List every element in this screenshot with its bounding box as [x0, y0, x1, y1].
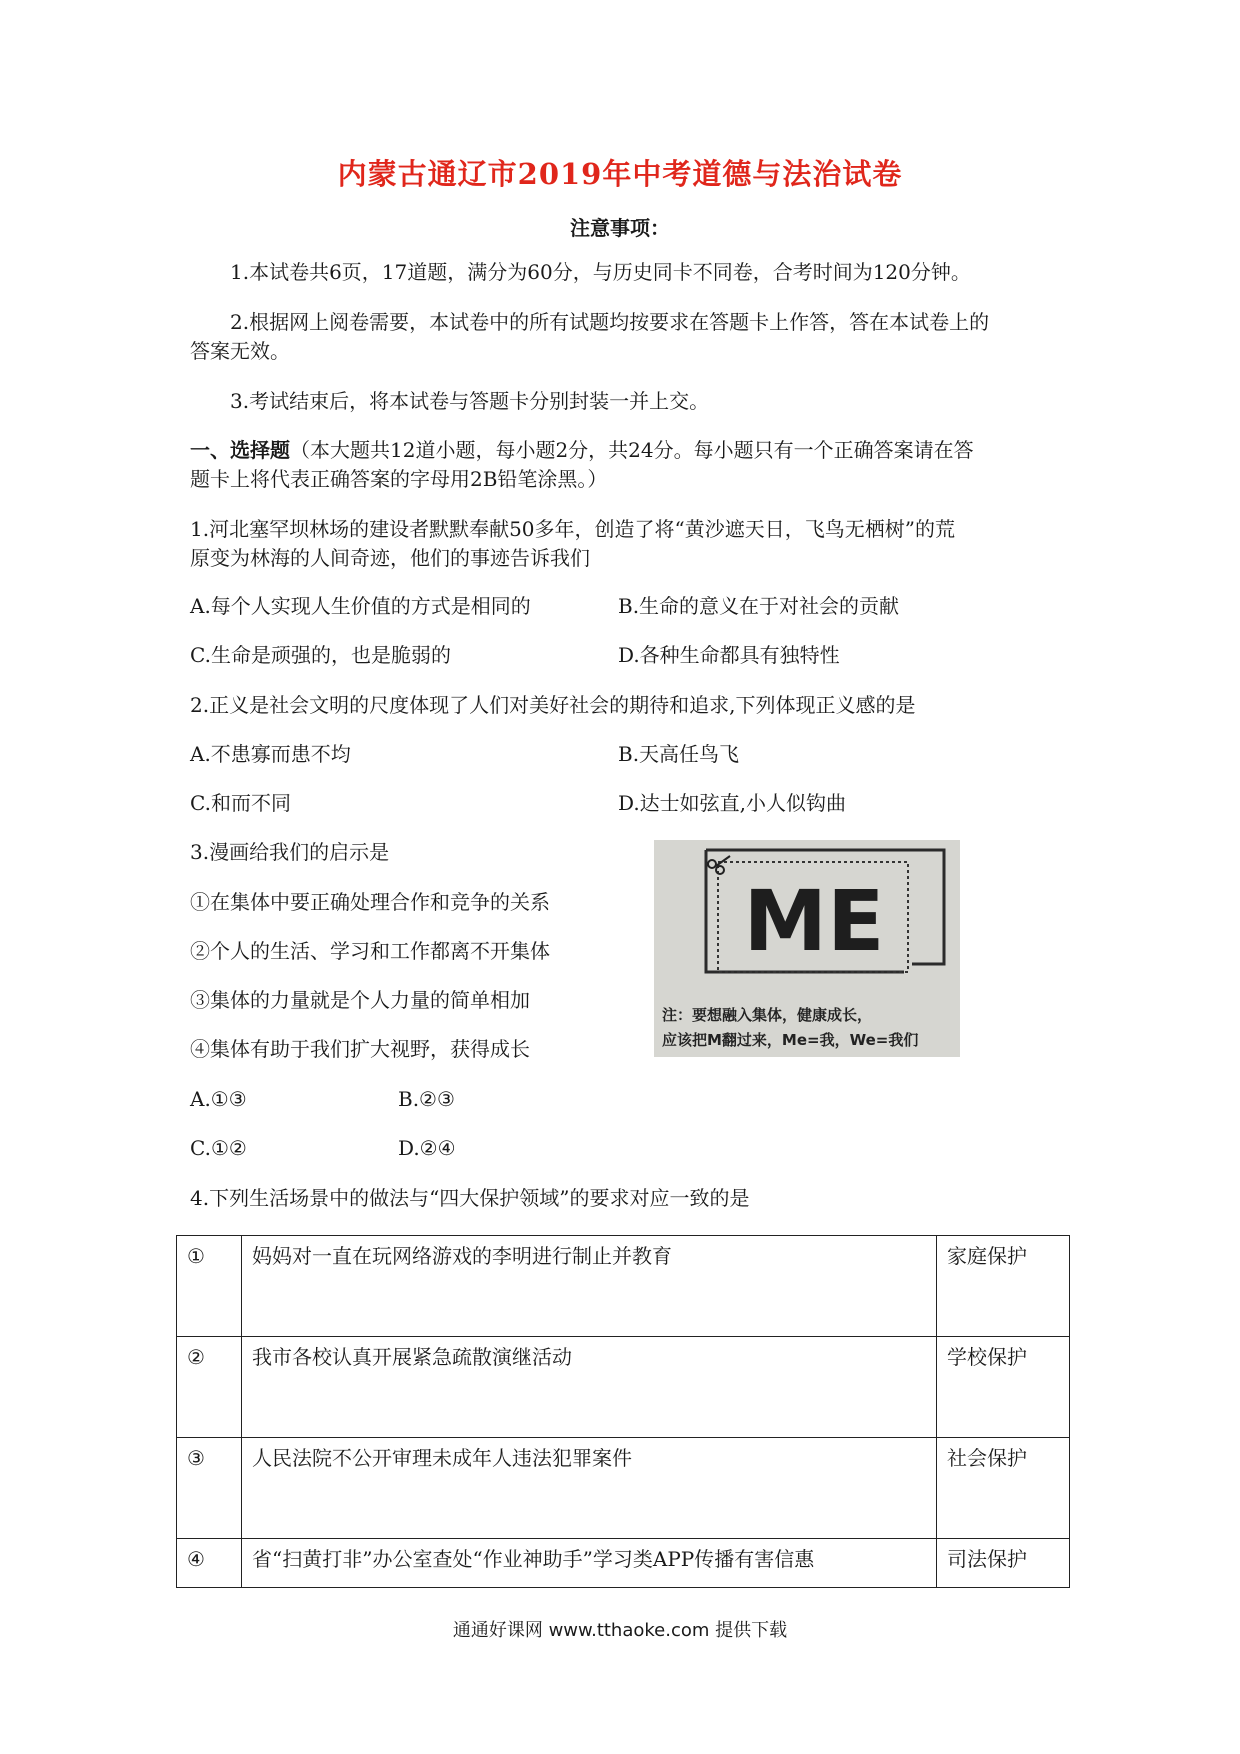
notice-item-2-cont: 答案无效。 — [190, 339, 290, 363]
q3-item-1: ①在集体中要正确处理合作和竞争的关系 — [190, 890, 550, 914]
row-protection-type: 家庭保护 — [937, 1236, 1070, 1337]
notice-heading: 注意事项： — [570, 216, 670, 240]
q2-stem: 2.正义是社会文明的尺度体现了人们对美好社会的期待和追求,下列体现正义感的是 — [190, 693, 916, 717]
notice-item-2: 2.根据网上阅卷需要，本试卷中的所有试题均按要求在答题卡上作答，答在本试卷上的 — [230, 310, 990, 334]
q3-item-3: ③集体的力量就是个人力量的简单相加 — [190, 988, 530, 1012]
row-scenario: 我市各校认真开展紧急疏散演继活动 — [242, 1337, 937, 1438]
section1-line1 — [190, 436, 974, 465]
row-scenario: 妈妈对一直在玩网络游戏的李明进行制止并教育 — [242, 1236, 937, 1337]
cartoon-note-line2: 应该把M翻过来，Me=我，We=我们 — [662, 1031, 919, 1049]
row-number: ③ — [177, 1438, 242, 1539]
q2-option-d: D.达士如弦直,小人似钩曲 — [618, 791, 847, 815]
table-row — [177, 1539, 1070, 1588]
q2-option-a: A.不患寡而患不均 — [190, 742, 351, 766]
q3-option-a: A.①③ — [190, 1087, 247, 1111]
row-protection-type: 社会保护 — [937, 1438, 1070, 1539]
q1-option-a: A.每个人实现人生价值的方式是相同的 — [190, 594, 531, 618]
cartoon-me-text: ME — [743, 872, 885, 970]
q4-protection-table — [176, 1235, 1070, 1588]
q1-stem-line1: 1.河北塞罕坝林场的建设者默默奉献50多年，创造了将“黄沙遮天日，飞鸟无栖树”的荒 — [190, 517, 955, 541]
q1-option-b: B.生命的意义在于对社会的贡献 — [618, 594, 900, 618]
notice-item-1: 1.本试卷共6页，17道题，满分为60分，与历史同卡不同卷，合考时间为120分钟。 — [230, 260, 971, 284]
cartoon-graphic — [654, 840, 960, 1057]
row-scenario: 省“扫黄打非”办公室查处“作业神助手”学习类APP传播有害信惠 — [242, 1539, 937, 1588]
q3-option-d: D.②④ — [398, 1136, 456, 1160]
row-scenario: 人民法院不公开审理未成年人违法犯罪案件 — [242, 1438, 937, 1539]
q2-option-b: B.天高任鸟飞 — [618, 742, 740, 766]
notice-item-3: 3.考试结束后，将本试卷与答题卡分别封装一并上交。 — [230, 389, 710, 413]
q3-item-2: ②个人的生活、学习和工作都离不开集体 — [190, 939, 550, 963]
page-footer: 通通好课网 www.tthaoke.com 提供下载 — [452, 1620, 788, 1641]
page-title: 内蒙古通辽市2019年中考道德与法治试卷 — [337, 157, 903, 191]
q1-option-c: C.生命是顽强的，也是脆弱的 — [190, 643, 451, 667]
section1-desc: （本大题共12道小题，每小题2分，共24分。每小题只有一个正确答案请在答 — [290, 438, 974, 462]
row-number: ② — [177, 1337, 242, 1438]
q4-stem: 4.下列生活场景中的做法与“四大保护领域”的要求对应一致的是 — [190, 1186, 750, 1210]
section1-desc-line2: 题卡上将代表正确答案的字母用2B铅笔涂黑。） — [190, 467, 608, 491]
table-row — [177, 1236, 1070, 1337]
q3-option-c: C.①② — [190, 1136, 247, 1160]
q1-stem-line2: 原变为林海的人间奇迹，他们的事迹告诉我们 — [190, 546, 590, 570]
row-protection-type: 司法保护 — [937, 1539, 1070, 1588]
table-row — [177, 1337, 1070, 1438]
cartoon-note-line1: 注：要想融入集体，健康成长， — [662, 1006, 873, 1024]
table-row — [177, 1438, 1070, 1539]
q2-option-c: C.和而不同 — [190, 791, 291, 815]
q3-item-4: ④集体有助于我们扩大视野，获得成长 — [190, 1037, 530, 1061]
q3-cartoon-image — [654, 840, 960, 1057]
row-number: ① — [177, 1236, 242, 1337]
row-number: ④ — [177, 1539, 242, 1588]
q1-option-d: D.各种生命都具有独特性 — [618, 643, 840, 667]
section1-heading: 一、选择题 — [190, 438, 290, 462]
q3-option-b: B.②③ — [398, 1087, 455, 1111]
q3-stem: 3.漫画给我们的启示是 — [190, 840, 390, 864]
row-protection-type: 学校保护 — [937, 1337, 1070, 1438]
